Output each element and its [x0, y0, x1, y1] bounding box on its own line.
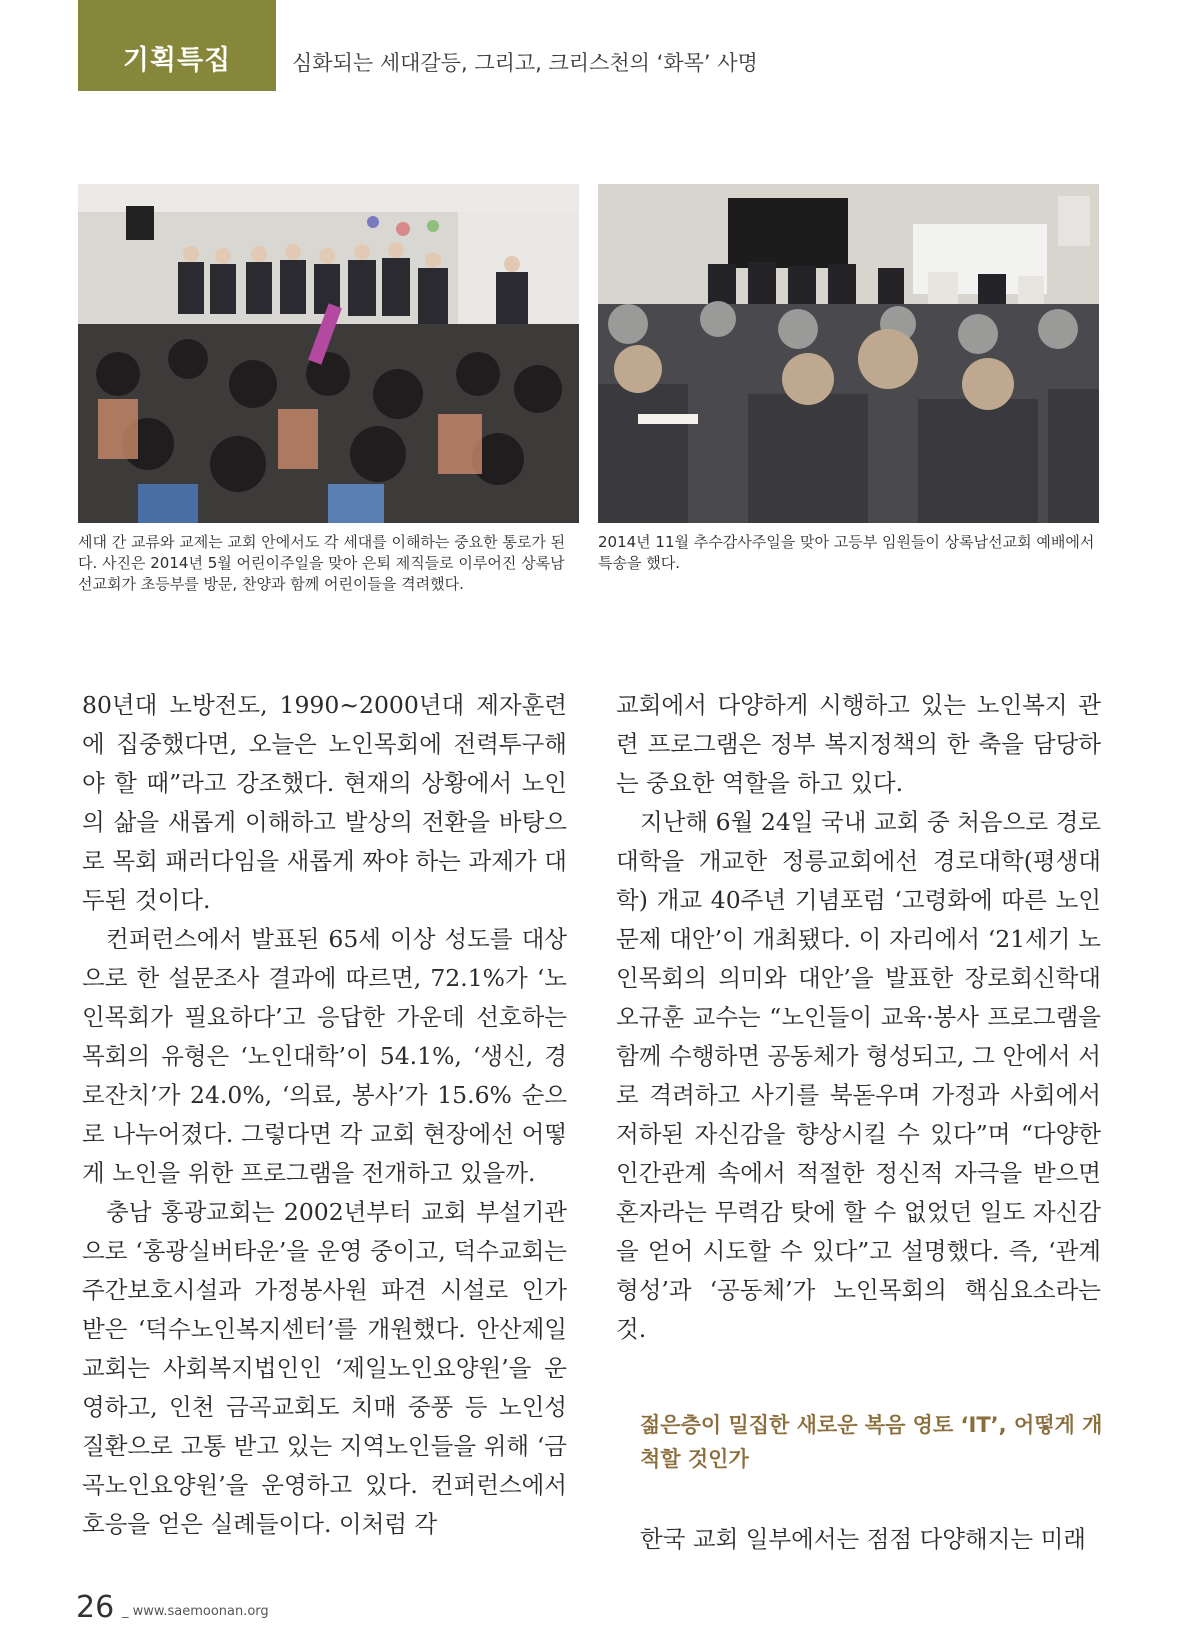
body-column-left: [82, 686, 567, 1544]
paragraph: 교회에서 다양하게 시행하고 있는 노인복지 관련 프로그램은 정부 복지정책의 한 축을 담당하는 중요한 역할을 하고 있다.: [616, 691, 1101, 797]
photo-children-worship: [78, 184, 579, 523]
photo-caption-left: 세대 간 교류와 교제는 교회 안에서도 각 세대를 이해하는 중요한 통로가 된다. 사진은 2014년 5월 어린이주일을 맞아 은퇴 제직들로 이루어진 상록남선교회가 초등부를 방문, 찬양과 함께 어린이들을 격려했다.: [78, 533, 566, 593]
body-column-right: [616, 686, 1101, 1349]
footer-url: _ www.saemoonan.org: [122, 1604, 269, 1619]
paragraph: 충남 홍광교회는 2002년부터 교회 부설기관으로 ‘홍광실버타운’을 운영 중이고, 덕수교회는 주간보호시설과 가정봉사원 파견 시설로 인가 받은 ‘덕수노인복지센터’를 개원했다. 안산제일교회는 사회복지법인인 ‘제일노인요양원’을 운영하고, 인천 금곡교회도 치매 중풍 등 노인성 질환으로 고통 받고 있는 지역노인들을 위해 ‘금곡노인요양원’을 운영하고 있다. 컨퍼런스에서 호응을 얻은 실례들이다. 이처럼 각: [82, 1198, 567, 1538]
paragraph: 지난해 6월 24일 국내 교회 중 처음으로 경로대학을 개교한 정릉교회에선 경로대학(평생대학) 개교 40주년 기념포럼 ‘고령화에 따른 노인문제 대안’이 개최됐다. 이 자리에서 ‘21세기 노인목회의 의미와 대안’을 발표한 장로회신학대 오규훈 교수는 “노인들이 교육·봉사 프로그램을 함께 수행하면 공동체가 형성되고, 그 안에서 서로 격려하고 사기를 북돋우며 가정과 사회에서 저하된 자신감을 향상시킬 수 있다”며 “다양한 인간관계 속에서 적절한 정신적 자극을 받으면 혼자라는 무력감 탓에 할 수 없었던 일도 자신감을 얻어 시도할 수 있다”고 설명했다. 즉, ‘관계형성’과 ‘공동체’가 노인목회의 핵심요소라는 것.: [616, 808, 1101, 1343]
section-subheading: 젊은층이 밀집한 새로운 복음 영토 ‘IT’, 어떻게 개척할 것인가: [640, 1413, 1103, 1471]
paragraph: 한국 교회 일부에서는 점점 다양해지는 미래: [640, 1525, 1086, 1553]
paragraph: 컨퍼런스에서 발표된 65세 이상 성도를 대상으로 한 설문조사 결과에 따르면, 72.1%가 ‘노인목회가 필요하다’고 응답한 가운데 선호하는 목회의 유형은 ‘노인대학’이 54.1%, ‘생신, 경로잔치’가 24.0%, ‘의료, 봉사’가 15.6% 순으로 나누어졌다. 그렇다면 각 교회 현장에선 어떻게 노인을 위한 프로그램을 전개하고 있을까.: [82, 925, 567, 1187]
paragraph: 80년대 노방전도, 1990~2000년대 제자훈련에 집중했다면, 오늘은 노인목회에 전력투구해야 할 때”라고 강조했다. 현재의 상황에서 노인의 삶을 새롭게 이해하고 발상의 전환을 바탕으로 목회 패러다임을 새롭게 짜야 하는 과제가 대두된 것이다.: [82, 691, 567, 914]
photo-youth-special-song: [598, 184, 1099, 523]
page-number: 26: [76, 1590, 115, 1625]
photo-caption-right: 2014년 11월 추수감사주일을 맞아 고등부 임원들이 상록남선교회 예배에서 특송을 했다.: [598, 533, 1095, 572]
section-label: 기획특집: [78, 0, 276, 91]
page-subtitle: 심화되는 세대갈등, 그리고, 크리스천의 ‘화목’ 사명: [292, 51, 758, 75]
